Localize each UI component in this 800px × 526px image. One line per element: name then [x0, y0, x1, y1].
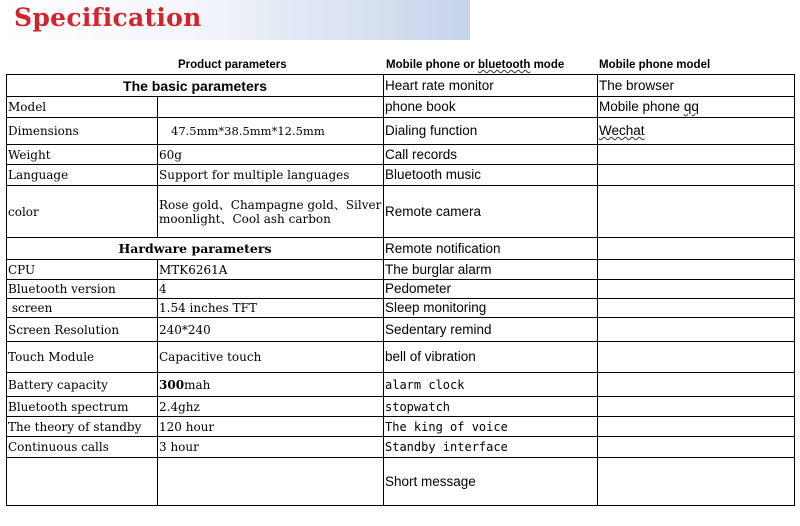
param-value: 2.4ghz: [158, 397, 384, 417]
param-value: MTK6261A: [158, 260, 384, 280]
param-value: [158, 458, 384, 506]
param-value: 60g: [158, 145, 384, 165]
mode-cell: The king of voice: [384, 417, 598, 437]
table-row: [7, 238, 795, 260]
header-banner: [0, 0, 470, 40]
table-row: [7, 397, 795, 417]
table-row: [7, 97, 795, 118]
model-cell: [598, 145, 795, 165]
header-product-parameters: Product parameters: [178, 59, 287, 71]
mode-cell: Heart rate monitor: [384, 75, 598, 97]
spec-table: [6, 74, 795, 506]
mode-cell: Standby interface: [384, 437, 598, 458]
model-cell: [598, 318, 795, 342]
mode-cell: Bluetooth music: [384, 165, 598, 186]
section-basic-parameters: The basic parameters: [7, 75, 384, 97]
table-row: [7, 417, 795, 437]
param-value: 120 hour: [158, 417, 384, 437]
param-value: 4: [158, 280, 384, 299]
model-cell: [598, 299, 795, 318]
page-title: Specification: [14, 3, 202, 32]
mode-cell: The burglar alarm: [384, 260, 598, 280]
mode-cell: Sedentary remind: [384, 318, 598, 342]
param-name: The theory of standby: [7, 417, 158, 437]
param-name: Bluetooth version: [7, 280, 158, 299]
table-row: [7, 165, 795, 186]
param-name: Touch Module: [7, 342, 158, 373]
mode-cell: phone book: [384, 97, 598, 118]
param-value: Rose gold、Champagne gold、Silver moonlight、Cool ash carbon: [158, 186, 384, 238]
param-name: Dimensions: [7, 118, 158, 145]
model-cell: [598, 165, 795, 186]
param-value: 240*240: [158, 318, 384, 342]
model-cell: [598, 238, 795, 260]
table-row: [7, 373, 795, 397]
mode-cell: bell of vibration: [384, 342, 598, 373]
param-name: Weight: [7, 145, 158, 165]
mode-cell: Remote camera: [384, 186, 598, 238]
param-value: [158, 97, 384, 118]
param-value: Capacitive touch: [158, 342, 384, 373]
table-row: [7, 318, 795, 342]
param-name: [7, 458, 158, 506]
param-value: 47.5mm*38.5mm*12.5mm: [158, 118, 384, 145]
param-value: 3 hour: [158, 437, 384, 458]
param-name: Battery capacity: [7, 373, 158, 397]
model-cell: The browser: [598, 75, 795, 97]
model-cell: [598, 437, 795, 458]
param-name: screen: [7, 299, 158, 318]
model-cell: Mobile phone qq: [598, 97, 795, 118]
param-name: CPU: [7, 260, 158, 280]
param-value: 300mah: [158, 373, 384, 397]
mode-cell: Sleep monitoring: [384, 299, 598, 318]
param-name: Continuous calls: [7, 437, 158, 458]
table-row: [7, 299, 795, 318]
section-hardware-parameters: Hardware parameters: [7, 238, 384, 260]
model-cell: [598, 260, 795, 280]
param-name: color: [7, 186, 158, 238]
table-row: [7, 145, 795, 165]
table-row: [7, 280, 795, 299]
model-cell: [598, 280, 795, 299]
model-cell: Wechat: [598, 118, 795, 145]
table-row: [7, 458, 795, 506]
model-cell: [598, 373, 795, 397]
model-cell: [598, 186, 795, 238]
mode-cell: Short message: [384, 458, 598, 506]
param-name: Bluetooth spectrum: [7, 397, 158, 417]
param-name: Model: [7, 97, 158, 118]
param-name: Language: [7, 165, 158, 186]
table-row: [7, 186, 795, 238]
table-row: [7, 342, 795, 373]
header-model: Mobile phone model: [599, 59, 711, 71]
model-cell: [598, 397, 795, 417]
table-row: [7, 260, 795, 280]
mode-cell: Call records: [384, 145, 598, 165]
mode-cell: stopwatch: [384, 397, 598, 417]
table-row: [7, 437, 795, 458]
param-name: Screen Resolution: [7, 318, 158, 342]
mode-cell: Remote notification: [384, 238, 598, 260]
mode-cell: Dialing function: [384, 118, 598, 145]
model-cell: [598, 458, 795, 506]
model-cell: [598, 417, 795, 437]
header-mode: Mobile phone or bluetooth mode: [386, 59, 565, 71]
model-cell: [598, 342, 795, 373]
param-value: 1.54 inches TFT: [158, 299, 384, 318]
table-row: [7, 75, 795, 97]
mode-cell: Pedometer: [384, 280, 598, 299]
table-row: [7, 118, 795, 145]
mode-cell: alarm clock: [384, 373, 598, 397]
param-value: Support for multiple languages: [158, 165, 384, 186]
